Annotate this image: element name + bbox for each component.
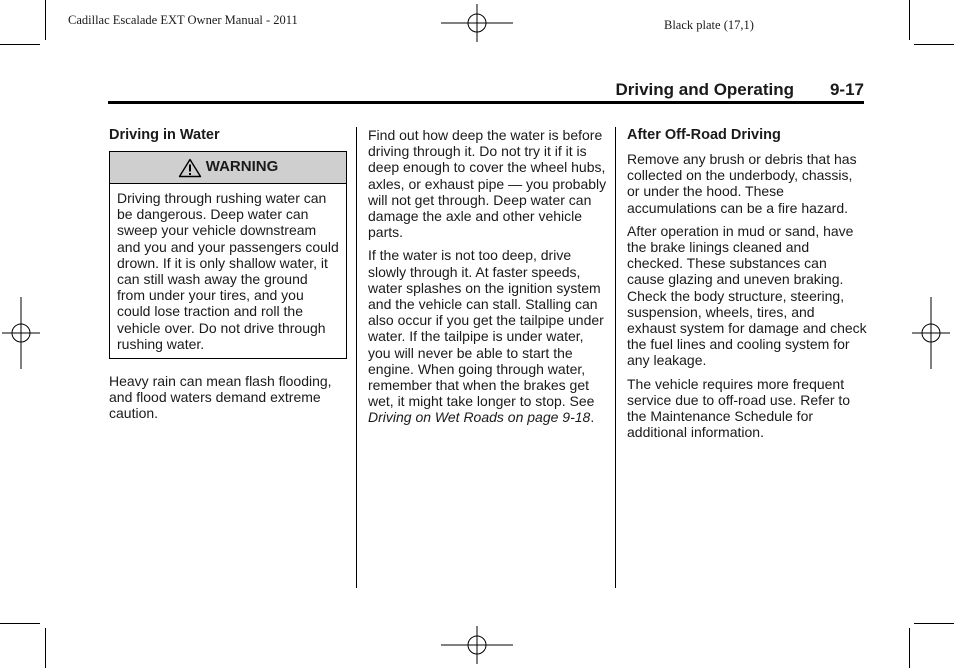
- crop-mark: [0, 44, 40, 45]
- exclamation-icon: [178, 158, 202, 178]
- warning-label: WARNING: [205, 158, 279, 176]
- manual-title: Cadillac Escalade EXT Owner Manual - 2011: [68, 13, 298, 27]
- paragraph: Find out how deep the water is before driving through it. Do not try it if it is deep enough to cover the wheel hubs, axles, or exhaust pipe — you probably will not get through. Deep water can damage the axle and other vehicle parts.: [368, 127, 607, 241]
- crop-mark: [45, 0, 46, 40]
- warning-box: [109, 151, 347, 359]
- page-number: 9-17: [829, 80, 864, 99]
- section-title: Driving and Operating: [615, 80, 794, 99]
- paragraph: [368, 247, 608, 425]
- heading-rule: [108, 101, 864, 104]
- paragraph: Heavy rain can mean flash flooding, and flood waters demand extreme caution.: [109, 373, 332, 422]
- crop-mark: [914, 44, 954, 45]
- section-heading: Driving in Water: [109, 127, 220, 143]
- paragraph: Remove any brush or debris that has collected on the underbody, chassis, or under the hood. These accumulations can be a fire hazard.: [627, 151, 857, 216]
- paragraph: After operation in mud or sand, have the brake linings cleaned and checked. These substances can cause glazing and uneven braking. Check the body structure, steering, suspension, wheels, tires, and exhaust system for damage and check the fuel lines and cooling system for any leakage.: [627, 222, 867, 369]
- column-2: [368, 127, 608, 433]
- column-divider: [356, 127, 357, 588]
- registration-mark-icon: [2, 297, 40, 369]
- crop-mark: [909, 0, 910, 40]
- warning-text: Driving through rushing water can be dangerous. Deep water can sweep your vehicle downstream and you and your passengers could drown. If it is only shallow water, it can still wash away the ground from under your tires, and you could lose traction and roll the vehicle over. Do not drive through rushing water.: [117, 190, 339, 352]
- column-3: [627, 127, 867, 447]
- cross-reference-link[interactable]: Driving on Wet Roads on page 9-18: [368, 409, 591, 426]
- registration-mark-icon: [912, 297, 950, 369]
- crop-mark: [45, 628, 46, 668]
- page-heading: [108, 80, 864, 102]
- paragraph-text: If the water is not too deep, drive slowly through it. At faster speeds, water splashes on the ignition system and the vehicle can stall. Stalling can also occur if you get the tailpipe under water. If the tailpipe is under water, you will never be able to start the engine. When going through water, remember that when the brakes get wet, it might take longer to stop. See: [368, 247, 604, 410]
- section-heading: After Off-Road Driving: [627, 127, 781, 143]
- column-divider: [615, 127, 616, 588]
- plate-label: Black plate (17,1): [664, 18, 754, 32]
- registration-mark-icon: [441, 4, 513, 42]
- crop-mark: [909, 628, 910, 668]
- paragraph: The vehicle requires more frequent service due to off-road use. Refer to the Maintenance Schedule for additional information.: [627, 375, 851, 441]
- crop-mark: [914, 623, 954, 624]
- paragraph-end: .: [590, 409, 595, 426]
- registration-mark-icon: [441, 626, 513, 664]
- column-1: [109, 127, 349, 429]
- crop-mark: [0, 623, 40, 624]
- warning-header: [110, 152, 346, 184]
